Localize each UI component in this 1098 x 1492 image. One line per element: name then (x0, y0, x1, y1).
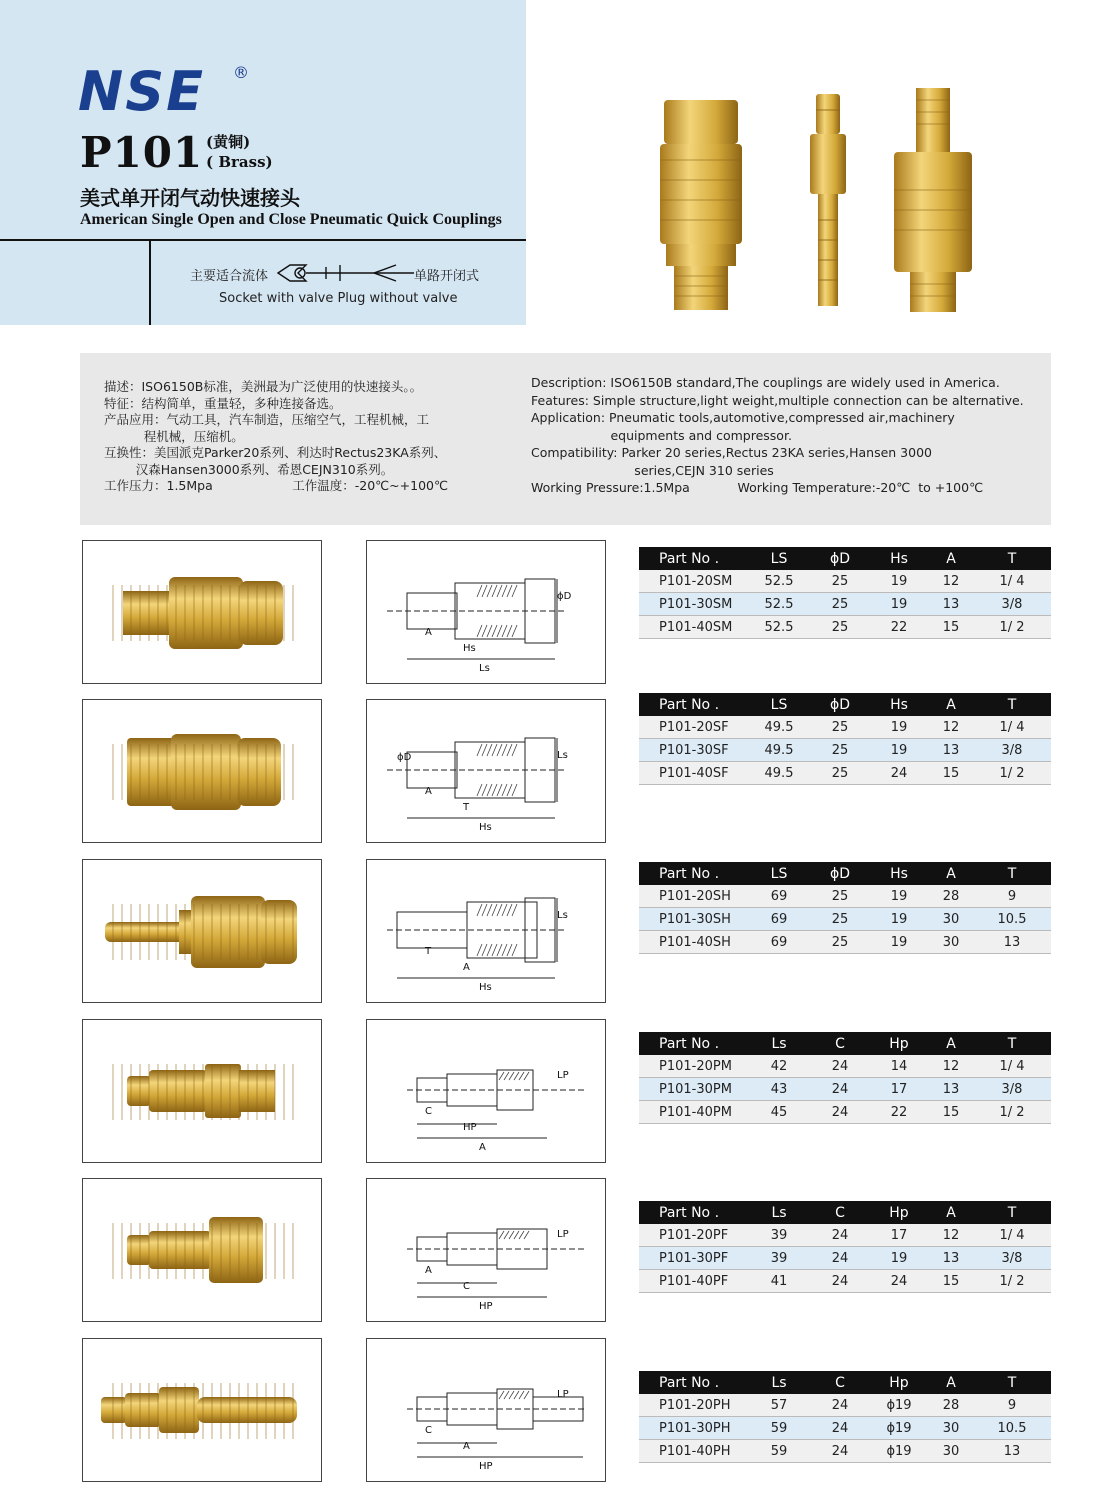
table-header-cell: T (973, 1371, 1051, 1394)
table-cell: 24 (811, 1394, 869, 1417)
drawing-label: LP (557, 1229, 569, 1240)
table-cell: P101-20PH (639, 1394, 747, 1417)
table-cell: 13 (973, 931, 1051, 954)
table-cell: 1/ 2 (973, 616, 1051, 639)
table-cell: 12 (929, 570, 973, 593)
model-number: P101 (80, 128, 204, 177)
en-line: Features: Simple structure,light weight,multiple connection can be alternative. (531, 392, 1024, 408)
table-header-cell: Part No . (639, 547, 747, 570)
technical-drawing-image (367, 541, 605, 683)
drawing-label: Hs (479, 822, 492, 833)
product-photo-image (83, 860, 321, 1002)
table-cell: P101-40SF (639, 762, 747, 785)
table-row (639, 1078, 1051, 1101)
table-cell: P101-30PH (639, 1417, 747, 1440)
spec-table (639, 547, 1051, 639)
product-photo (82, 699, 322, 843)
table-cell: 10.5 (973, 1417, 1051, 1440)
table-cell: 9 (973, 885, 1051, 908)
table-row (639, 1440, 1051, 1463)
material-cn: (黄铜) (206, 133, 251, 151)
table-cell: 52.5 (747, 593, 811, 616)
table-header-cell: A (929, 1032, 973, 1055)
table-cell: 1/ 4 (973, 716, 1051, 739)
drawing-label: A (425, 627, 432, 638)
table-cell: 69 (747, 931, 811, 954)
table-cell: 41 (747, 1270, 811, 1293)
table-header-cell: Part No . (639, 1032, 747, 1055)
table-cell: 49.5 (747, 739, 811, 762)
table-cell: 28 (929, 1394, 973, 1417)
drawing-label: T (425, 946, 432, 957)
table-cell: 1/ 4 (973, 1224, 1051, 1247)
table-header-cell: Part No . (639, 1201, 747, 1224)
table-cell: ϕ19 (869, 1417, 929, 1440)
spec-table (639, 693, 1051, 785)
en-line: Working Pressure:1.5Mpa Working Temperature:-20℃ to +100℃ (531, 480, 984, 495)
table-cell: P101-30SH (639, 908, 747, 931)
table-cell: 15 (929, 1101, 973, 1124)
table-cell: P101-20PM (639, 1055, 747, 1078)
table-cell: 15 (929, 762, 973, 785)
table-cell: ϕ19 (869, 1394, 929, 1417)
technical-drawing-image (367, 860, 605, 1002)
coupling-symbol-icon (276, 262, 414, 284)
en-line: Description: ISO6150B standard,The couplings are widely used in America. (531, 375, 1000, 390)
symbol-right-label: 单路开闭式 (414, 269, 480, 284)
drawing-label: Hs (479, 982, 492, 993)
table-cell: 12 (929, 1055, 973, 1078)
drawing-label: T (463, 802, 470, 813)
table-header-cell: Part No . (639, 1371, 747, 1394)
table-row (639, 762, 1051, 785)
drawing-label: A (463, 962, 470, 973)
table-cell: 52.5 (747, 570, 811, 593)
table-row (639, 1101, 1051, 1124)
table-cell: 30 (929, 1417, 973, 1440)
table-row (639, 570, 1051, 593)
table-cell: 3/8 (973, 739, 1051, 762)
drawing-label: LP (557, 1070, 569, 1081)
table-cell: 25 (811, 739, 869, 762)
symbol-left-label: 主要适合流体 (190, 269, 269, 284)
technical-drawing-image (367, 1020, 605, 1162)
table-row (639, 739, 1051, 762)
table-header-cell: Ls (747, 1032, 811, 1055)
product-photo (82, 1338, 322, 1482)
table-cell: 12 (929, 1224, 973, 1247)
table-header-cell: Hp (869, 1371, 929, 1394)
table-cell: 30 (929, 908, 973, 931)
table-cell: P101-40SH (639, 931, 747, 954)
table-cell: 25 (811, 570, 869, 593)
table-cell: 49.5 (747, 762, 811, 785)
table-cell: 25 (811, 716, 869, 739)
header-panel (0, 0, 526, 325)
spec-table (639, 1371, 1051, 1463)
table-cell: 25 (811, 593, 869, 616)
table-cell: 24 (869, 1270, 929, 1293)
table-cell: 17 (869, 1224, 929, 1247)
table-cell: 19 (869, 570, 929, 593)
svg-text:NSE: NSE (78, 62, 205, 114)
table-cell: 13 (929, 1078, 973, 1101)
table-row (639, 616, 1051, 639)
table-cell: P101-40PM (639, 1101, 747, 1124)
table-cell: 19 (869, 908, 929, 931)
table-cell: 12 (929, 716, 973, 739)
technical-drawing-image (367, 700, 605, 842)
drawing-label: HP (479, 1461, 493, 1472)
table-header-cell: Hp (869, 1032, 929, 1055)
product-photo (82, 540, 322, 684)
table-cell: 24 (811, 1078, 869, 1101)
table-cell: 24 (811, 1101, 869, 1124)
table-header-cell: C (811, 1371, 869, 1394)
table-row (639, 716, 1051, 739)
description-en (531, 374, 1024, 497)
cn-line: 汉森Hansen3000系列、希恩CEJN310系列。 (104, 461, 394, 477)
table-cell: 1/ 4 (973, 570, 1051, 593)
table-cell: P101-40PH (639, 1440, 747, 1463)
table-cell: 24 (811, 1247, 869, 1270)
coupling-symbol (190, 262, 510, 284)
product-photo (82, 859, 322, 1003)
table-row (639, 1394, 1051, 1417)
spec-table (639, 862, 1051, 954)
table-cell: 17 (869, 1078, 929, 1101)
table-cell: 19 (869, 716, 929, 739)
table-cell: 13 (929, 1247, 973, 1270)
drawing-label: ϕD (397, 752, 412, 763)
table-header-cell: A (929, 693, 973, 716)
table-header-cell: Hp (869, 1201, 929, 1224)
table-cell: 30 (929, 931, 973, 954)
technical-drawing-image (367, 1179, 605, 1321)
table-cell: 3/8 (973, 1247, 1051, 1270)
table-header-cell: C (811, 1201, 869, 1224)
table-header-cell: Ls (747, 1371, 811, 1394)
table-cell: 24 (811, 1224, 869, 1247)
table-cell: 15 (929, 616, 973, 639)
table-cell: P101-20SF (639, 716, 747, 739)
table-cell: 30 (929, 1440, 973, 1463)
table-cell: 1/ 2 (973, 1270, 1051, 1293)
table-header-cell: ϕD (811, 547, 869, 570)
table-header-cell: T (973, 693, 1051, 716)
table-header-cell: A (929, 862, 973, 885)
table-header-cell: Hs (869, 547, 929, 570)
table-cell: 24 (869, 762, 929, 785)
title-en: American Single Open and Close Pneumatic Quick Couplings (80, 211, 502, 228)
table-cell: 28 (929, 885, 973, 908)
header-divider (0, 239, 526, 241)
table-cell: 14 (869, 1055, 929, 1078)
svg-text:®: ® (233, 63, 249, 82)
table-cell: P101-30SF (639, 739, 747, 762)
table-cell: 19 (869, 1247, 929, 1270)
technical-drawing (366, 859, 606, 1003)
table-cell: 13 (973, 1440, 1051, 1463)
drawing-label: Hs (463, 643, 476, 654)
table-cell: ϕ19 (869, 1440, 929, 1463)
drawing-label: C (463, 1281, 470, 1292)
drawing-label: Ls (557, 750, 568, 761)
title-cn: 美式单开闭气动快速接头 (80, 186, 300, 210)
table-row (639, 1224, 1051, 1247)
table-cell: 24 (811, 1270, 869, 1293)
table-header-cell: LS (747, 862, 811, 885)
table-cell: P101-20PF (639, 1224, 747, 1247)
drawing-label: A (479, 1142, 486, 1153)
drawing-label: Ls (479, 663, 490, 674)
table-header-cell: ϕD (811, 693, 869, 716)
cn-line: 描述：ISO6150B标准，美洲最为广泛使用的快速接头。。 (104, 379, 423, 394)
drawing-label: LP (557, 1389, 569, 1400)
table-cell: 25 (811, 762, 869, 785)
cn-line: 互换性：美国派克Parker20系列、利达时Rectus23KA系列、 (104, 445, 447, 460)
material-en: ( Brass) (206, 153, 273, 171)
table-header-cell: Hs (869, 862, 929, 885)
table-cell: 25 (811, 931, 869, 954)
table-header-cell: Ls (747, 1201, 811, 1224)
product-photo (82, 1019, 322, 1163)
en-line: series,CEJN 310 series (531, 462, 774, 478)
table-header-cell: A (929, 1371, 973, 1394)
description-cn (104, 379, 448, 495)
en-line: Application: Pneumatic tools,automotive,compressed air,machinery (531, 410, 955, 425)
table-row (639, 908, 1051, 931)
table-cell: 19 (869, 931, 929, 954)
table-cell: 1/ 2 (973, 1101, 1051, 1124)
table-cell: 43 (747, 1078, 811, 1101)
cn-line: 程机械，压缩机。 (104, 428, 244, 444)
table-cell: 3/8 (973, 593, 1051, 616)
technical-drawing (366, 1338, 606, 1482)
table-header-cell: T (973, 1201, 1051, 1224)
table-cell: 52.5 (747, 616, 811, 639)
table-cell: 25 (811, 616, 869, 639)
table-cell: 24 (811, 1440, 869, 1463)
table-header-cell: ϕD (811, 862, 869, 885)
table-header-cell: LS (747, 547, 811, 570)
table-cell: P101-30SM (639, 593, 747, 616)
table-row (639, 885, 1051, 908)
table-cell: 13 (929, 593, 973, 616)
table-cell: 9 (973, 1394, 1051, 1417)
table-cell: 19 (869, 885, 929, 908)
table-header-cell: Part No . (639, 862, 747, 885)
product-photo (82, 1178, 322, 1322)
drawing-label: C (425, 1425, 432, 1436)
en-line: equipments and compressor. (531, 427, 792, 443)
table-cell: 57 (747, 1394, 811, 1417)
en-line: Compatibility: Parker 20 series,Rectus 23KA series,Hansen 3000 (531, 445, 932, 460)
table-cell: 25 (811, 885, 869, 908)
table-cell: 15 (929, 1270, 973, 1293)
drawing-label: Ls (557, 910, 568, 921)
drawing-label: ϕD (557, 591, 572, 602)
table-header-cell: A (929, 1201, 973, 1224)
table-cell: 19 (869, 739, 929, 762)
spec-table (639, 1201, 1051, 1293)
table-header-cell: T (973, 547, 1051, 570)
table-row (639, 1247, 1051, 1270)
cn-line: 特征：结构简单，重量轻，多种连接备选。 (104, 395, 342, 411)
header-vertical-divider (149, 240, 151, 325)
table-header-cell: T (973, 862, 1051, 885)
table-cell: 24 (811, 1055, 869, 1078)
product-photo-image (83, 541, 321, 683)
hero-product-image (640, 80, 1000, 320)
technical-drawing (366, 1178, 606, 1322)
table-cell: 1/ 4 (973, 1055, 1051, 1078)
cn-line: 工作压力：1.5Mpa 工作温度：-20℃~+100℃ (104, 478, 449, 493)
cn-line: 产品应用：气动工具，汽车制造，压缩空气，工程机械，工 (104, 412, 430, 427)
spec-table (639, 1032, 1051, 1124)
table-header-cell: LS (747, 693, 811, 716)
table-cell: 45 (747, 1101, 811, 1124)
table-cell: 69 (747, 908, 811, 931)
drawing-label: HP (479, 1301, 493, 1312)
table-header-cell: Hs (869, 693, 929, 716)
drawing-label: C (425, 1106, 432, 1117)
description-panel (80, 353, 1051, 525)
table-cell: 10.5 (973, 908, 1051, 931)
table-cell: 42 (747, 1055, 811, 1078)
table-cell: 49.5 (747, 716, 811, 739)
table-cell: 1/ 2 (973, 762, 1051, 785)
table-cell: 69 (747, 885, 811, 908)
drawing-label: A (425, 786, 432, 797)
technical-drawing (366, 699, 606, 843)
table-row (639, 1270, 1051, 1293)
table-header-cell: Part No . (639, 693, 747, 716)
table-cell: P101-30PF (639, 1247, 747, 1270)
table-header-cell: A (929, 547, 973, 570)
table-row (639, 931, 1051, 954)
table-cell: P101-40PF (639, 1270, 747, 1293)
technical-drawing (366, 1019, 606, 1163)
product-photo-image (83, 1179, 321, 1321)
table-row (639, 1417, 1051, 1440)
table-header-cell: C (811, 1032, 869, 1055)
drawing-label: A (463, 1441, 470, 1452)
product-photo-image (83, 1339, 321, 1481)
table-cell: P101-40SM (639, 616, 747, 639)
table-cell: 19 (869, 593, 929, 616)
technical-drawing (366, 540, 606, 684)
table-cell: 22 (869, 616, 929, 639)
table-cell: 22 (869, 1101, 929, 1124)
table-cell: 59 (747, 1417, 811, 1440)
table-cell: P101-20SH (639, 885, 747, 908)
table-cell: P101-20SM (639, 570, 747, 593)
technical-drawing-image (367, 1339, 605, 1481)
table-cell: 25 (811, 908, 869, 931)
table-row (639, 1055, 1051, 1078)
table-cell: P101-30PM (639, 1078, 747, 1101)
table-cell: 13 (929, 739, 973, 762)
drawing-label: HP (463, 1122, 477, 1133)
product-photo-image (83, 700, 321, 842)
table-cell: 3/8 (973, 1078, 1051, 1101)
table-row (639, 593, 1051, 616)
table-cell: 39 (747, 1224, 811, 1247)
table-cell: 59 (747, 1440, 811, 1463)
table-header-cell: T (973, 1032, 1051, 1055)
drawing-label: A (425, 1265, 432, 1276)
table-cell: 24 (811, 1417, 869, 1440)
symbol-caption: Socket with valve Plug without valve (219, 291, 458, 306)
nse-logo (78, 62, 258, 114)
table-cell: 39 (747, 1247, 811, 1270)
product-photo-image (83, 1020, 321, 1162)
